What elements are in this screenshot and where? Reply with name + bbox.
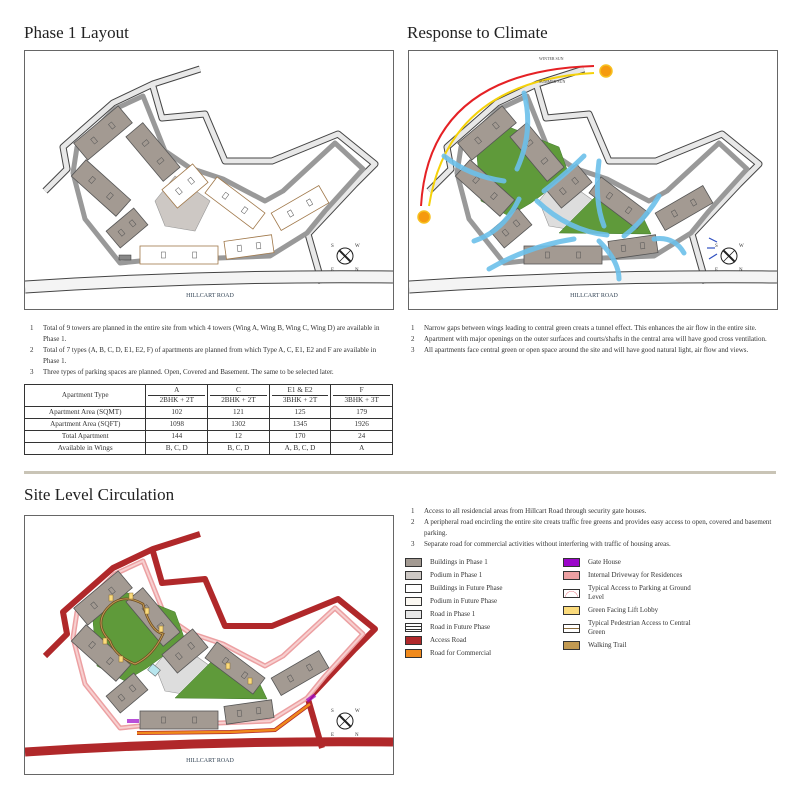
compass-letter-e: E bbox=[331, 733, 335, 738]
apartment-spec-table bbox=[24, 384, 393, 455]
lift-lobby bbox=[129, 593, 133, 599]
legend-item bbox=[405, 558, 563, 567]
legend-swatch bbox=[405, 636, 422, 645]
sun-icon bbox=[600, 65, 612, 77]
phase1-details bbox=[24, 323, 393, 455]
row-label: Apartment Area (SQMT) bbox=[25, 407, 146, 419]
legend-label: Access Road bbox=[430, 636, 467, 644]
legend-swatch bbox=[405, 649, 422, 658]
lift-lobby bbox=[159, 626, 163, 632]
legend-item bbox=[405, 636, 563, 645]
climate-title: Response to Climate bbox=[407, 23, 548, 42]
table-cell: 125 bbox=[269, 407, 331, 419]
table-cell: 121 bbox=[208, 407, 270, 419]
road-label: HILLCART ROAD bbox=[570, 293, 618, 299]
phase1-site-plan bbox=[24, 50, 394, 310]
lift-lobby bbox=[226, 663, 230, 669]
legend-item bbox=[405, 610, 563, 619]
legend-swatch bbox=[563, 606, 580, 615]
header-cell: A 2BHK + 2T bbox=[146, 385, 208, 407]
compass bbox=[331, 709, 360, 738]
legend-swatch bbox=[563, 624, 580, 633]
gate-house bbox=[119, 255, 131, 260]
legend-swatch bbox=[563, 558, 580, 567]
table-cell: 1345 bbox=[269, 419, 331, 431]
climate-map bbox=[409, 51, 777, 309]
compass-letter-w: W bbox=[355, 244, 360, 249]
legend-label: Buildings in Phase 1 bbox=[430, 558, 488, 566]
circulation-title: Site Level Circulation bbox=[24, 485, 175, 504]
legend-swatch bbox=[405, 597, 422, 606]
legend-item bbox=[563, 641, 763, 650]
climate-details bbox=[405, 323, 776, 356]
compass-letter-n: N bbox=[355, 733, 359, 738]
note-item: 3 Three types of parking spaces are planned. Open, Covered and Basement. The same to be selected later. bbox=[30, 368, 334, 376]
note-item: 2 Apartment with major openings on the outer surfaces and courts/shafts in the central area will have good cross ventilation. bbox=[411, 335, 767, 343]
building-block bbox=[140, 711, 218, 729]
legend-swatch bbox=[405, 584, 422, 593]
table-row bbox=[25, 431, 393, 443]
hillcart-road-fill bbox=[409, 277, 777, 287]
section-divider bbox=[24, 471, 776, 474]
legend-column bbox=[405, 558, 563, 658]
legend-label: Typical Pedestrian Access to Central Green bbox=[588, 619, 691, 636]
climate-site-plan bbox=[408, 50, 778, 310]
compass-letter-s: S bbox=[715, 244, 718, 249]
legend-item bbox=[405, 597, 563, 606]
phase1-title: Phase 1 Layout bbox=[24, 23, 129, 42]
header-cell: E1 & E2 3BHK + 2T bbox=[269, 385, 331, 407]
table-cell: 1926 bbox=[331, 419, 393, 431]
legend-item bbox=[563, 606, 763, 615]
row-label: Apartment Area (SQFT) bbox=[25, 419, 146, 431]
table-cell: 1302 bbox=[208, 419, 270, 431]
legend-item bbox=[563, 571, 763, 580]
note-item: 1 Total of 9 towers are planned in the entire site from which 4 towers (Wing A, Wing B, Wing C, Wing D) are available in Phase 1. bbox=[30, 324, 380, 343]
compass-letter-s: S bbox=[331, 709, 334, 714]
compass-letter-w: W bbox=[355, 709, 360, 714]
legend-label: Green Facing Lift Lobby bbox=[588, 606, 659, 614]
table-cell: 24 bbox=[331, 431, 393, 443]
note-item: 2 Total of 7 types (A, B, C, D, E1, E2, F) of apartments are planned from which Type A, C, E1, E2 and F are available in Phase 1. bbox=[30, 346, 377, 365]
table-cell: B, C, D bbox=[208, 443, 270, 455]
compass bbox=[715, 244, 744, 273]
table-row bbox=[25, 443, 393, 455]
legend-swatch bbox=[563, 589, 580, 598]
table-cell: 12 bbox=[208, 431, 270, 443]
note-item: 2 A peripheral road encircling the entire site creats traffic free greens and provides easy access to open, covered and basement parking. bbox=[411, 518, 772, 537]
sun-icon bbox=[418, 211, 430, 223]
table-cell: 170 bbox=[269, 431, 331, 443]
table-cell: 179 bbox=[331, 407, 393, 419]
circulation-site-plan bbox=[24, 515, 394, 775]
legend-label: Walking Trail bbox=[588, 641, 627, 649]
lift-lobby bbox=[145, 608, 149, 614]
wind-mark bbox=[709, 254, 717, 259]
circulation-details bbox=[405, 506, 777, 658]
winter-sun-label: WINTER SUN bbox=[539, 56, 564, 61]
table-cell: B, C, D bbox=[146, 443, 208, 455]
compass bbox=[331, 244, 360, 273]
legend-label: Buildings in Future Phase bbox=[430, 584, 503, 592]
note-item: 3 All apartments face central green or open space around the site and will have good natural light, air flow and views. bbox=[411, 346, 749, 354]
note-item: 1 Narrow gaps between wings leading to central green creats a tunnel effect. This enhances the air flow in the entire site. bbox=[411, 324, 757, 332]
summer-sun-label: SUMMER SUN bbox=[539, 79, 566, 84]
lift-lobby bbox=[248, 678, 252, 684]
phase1-map bbox=[25, 51, 393, 309]
legend-swatch bbox=[563, 571, 580, 580]
note-item: 3 Separate road for commercial activities without interfering with traffic of housing areas. bbox=[411, 540, 671, 548]
lift-lobby bbox=[109, 595, 113, 601]
map-legend bbox=[405, 558, 777, 658]
compass-letter-s: S bbox=[331, 244, 334, 249]
circulation-map bbox=[25, 516, 393, 774]
legend-label: Gate House bbox=[588, 558, 621, 566]
note-item: 1 Access to all residencial areas from Hillcart Road through security gate houses. bbox=[411, 507, 647, 515]
road-label: HILLCART ROAD bbox=[186, 293, 234, 299]
compass-letter-e: E bbox=[715, 268, 719, 273]
legend-column bbox=[563, 558, 763, 658]
circulation-notes bbox=[405, 506, 777, 550]
row-label: Total Apartment bbox=[25, 431, 146, 443]
building-wing bbox=[140, 711, 218, 729]
compass-letter-e: E bbox=[331, 268, 335, 273]
table-cell: 1098 bbox=[146, 419, 208, 431]
phase1-notes bbox=[24, 323, 393, 378]
row-label: Available in Wings bbox=[25, 443, 146, 455]
compass-letter-n: N bbox=[739, 268, 743, 273]
header-cell: F 3BHK + 3T bbox=[331, 385, 393, 407]
legend-swatch bbox=[405, 623, 422, 632]
table-cell: A, B, C, D bbox=[269, 443, 331, 455]
legend-label: Road in Phase 1 bbox=[430, 610, 476, 618]
hillcart-road bbox=[25, 742, 393, 752]
hillcart-road-fill bbox=[25, 277, 393, 287]
header-cell: C 2BHK + 2T bbox=[208, 385, 270, 407]
legend-label: Road for Commercial bbox=[430, 649, 492, 657]
legend-item bbox=[563, 558, 763, 567]
legend-item bbox=[563, 584, 763, 602]
lift-lobby bbox=[103, 638, 107, 644]
legend-label: Road in Future Phase bbox=[430, 623, 491, 631]
table-cell: 102 bbox=[146, 407, 208, 419]
road-label: HILLCART ROAD bbox=[186, 758, 234, 764]
legend-swatch bbox=[405, 571, 422, 580]
table-cell: 144 bbox=[146, 431, 208, 443]
legend-swatch bbox=[405, 610, 422, 619]
legend-label: Podium in Phase 1 bbox=[430, 571, 483, 579]
legend-item bbox=[405, 649, 563, 658]
gate-house bbox=[127, 719, 139, 723]
legend-label: Internal Driveway for Residences bbox=[588, 571, 683, 579]
legend-label: Typical Access to Parking at Ground Level bbox=[588, 584, 691, 601]
legend-swatch bbox=[405, 558, 422, 567]
building-block bbox=[140, 246, 218, 264]
legend-item bbox=[563, 619, 763, 637]
table-header-row bbox=[25, 385, 393, 407]
climate-notes bbox=[405, 323, 776, 356]
legend-swatch bbox=[563, 641, 580, 650]
table-row bbox=[25, 407, 393, 419]
legend-label: Podium in Future Phase bbox=[430, 597, 498, 605]
legend-item bbox=[405, 584, 563, 593]
building-wing bbox=[140, 246, 218, 264]
lift-lobby bbox=[119, 656, 123, 662]
wind-mark bbox=[709, 238, 717, 242]
table-cell: A bbox=[331, 443, 393, 455]
legend-item bbox=[405, 571, 563, 580]
compass-letter-n: N bbox=[355, 268, 359, 273]
legend-item bbox=[405, 623, 563, 632]
header-cell: Apartment Type bbox=[25, 385, 146, 407]
table-row bbox=[25, 419, 393, 431]
compass-letter-w: W bbox=[739, 244, 744, 249]
